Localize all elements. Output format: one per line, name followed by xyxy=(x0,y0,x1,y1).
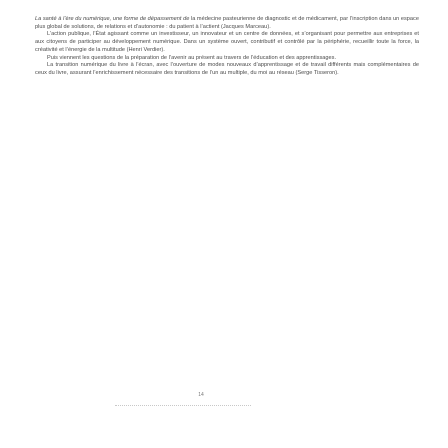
paragraph-2: L’action publique, l’État agissant comme un investisseur, un innovateur et un centre de données, et s’organisant pour permettre aux entreprises et aux citoyens de participer au développement numérique. Dans un système ouvert, contributif et contrôlé par la périphérie, recueillir toute la force, la créativité et l’énergie de la multitude (Henri Verdier). xyxy=(35,31,419,53)
paragraph-1-text: la médecine pasteurienne de diagnostic et de médicament, par l’inscription dans un espace plus global de solutions, de relations et d’autonomie : du patient à l’actient (Jacques Marceau). xyxy=(35,16,419,30)
paragraph-4: La transition numérique du livre à l’écran, avec l’ouverture de modes nouveaux d’apprentissage et de travail différents mais complémentaires de ceux du livre, assurant l’enrichissement nécessaire des transitions de l’un au multiple, du moi au réseau (Serge Tisseron). xyxy=(35,62,419,76)
page-number: 14 xyxy=(198,392,204,398)
paragraph-1-lead: La santé à l’ère du numérique, une forme de dépassement de xyxy=(35,16,190,22)
body-text xyxy=(35,16,419,78)
paragraph-1 xyxy=(35,16,419,31)
paragraph-3: Puis viennent les questions de la préparation de l’avenir au présent au travers de l’éducation et des apprentissages. xyxy=(47,54,337,61)
footer-rule xyxy=(115,405,251,406)
